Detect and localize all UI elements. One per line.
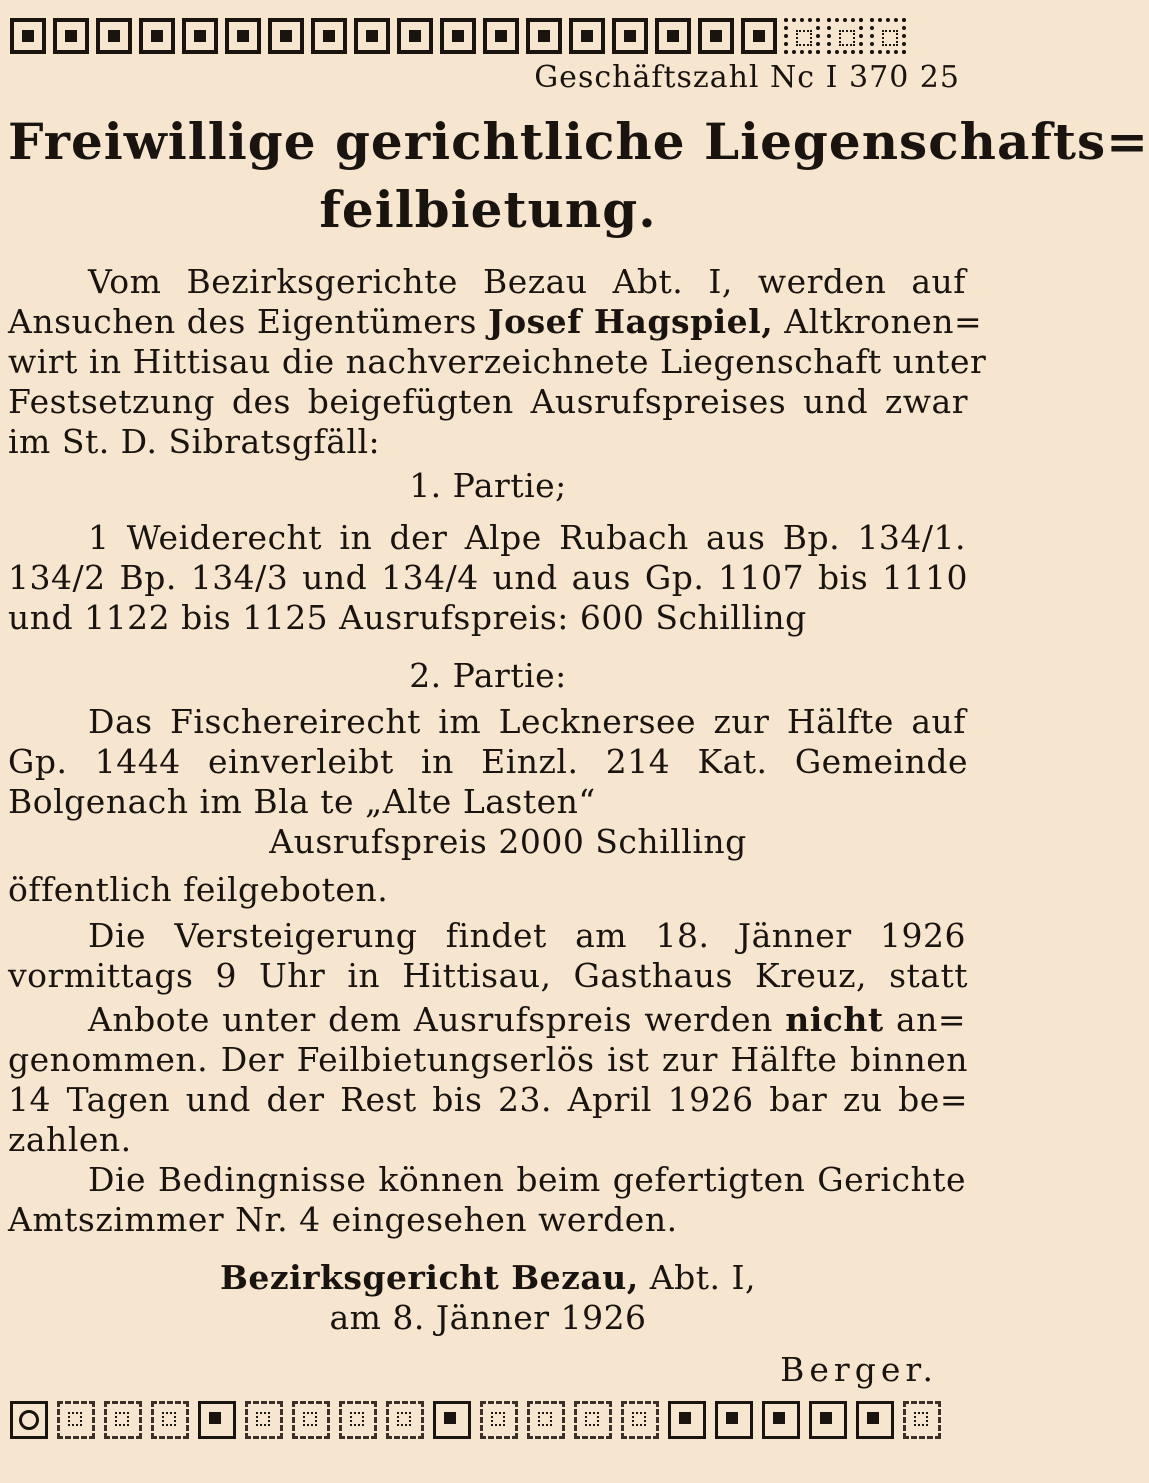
ornament-icon [151,1401,189,1439]
court-name: Bezirksgericht Bezau, [219,1258,639,1297]
ornament-icon [354,18,390,54]
conditions-line: Amtszimmer Nr. 4 eingesehen werden. [8,1200,678,1239]
ornament-icon [784,18,820,54]
ornament-icon [433,1401,471,1439]
ornament-icon [698,18,734,54]
ornament-icon [621,1401,659,1439]
ornament-icon [762,1401,800,1439]
partie-2-heading: 2. Partie: [409,656,567,695]
ornament-icon [292,1401,330,1439]
intro-line: wirt in Hittisau die nachverzeichnete Liegenschaft unter [8,342,987,381]
top-ornamental-border [10,14,970,58]
notice-title-line1: Freiwillige gerichtliche Liegenschafts= [8,112,1149,171]
ornament-icon [569,18,605,54]
court-name-line [8,1258,968,1298]
ornament-icon [225,18,261,54]
issue-date: am 8. Jänner 1926 [329,1298,647,1337]
ornament-icon [245,1401,283,1439]
ornament-icon [311,18,347,54]
intro-line: Festsetzung des beigefügten Ausrufspreises und zwar [8,382,968,421]
ornament-icon [268,18,304,54]
court-department: Abt. I, [649,1258,757,1297]
signature: Berger. [780,1350,938,1389]
ornament-icon [440,18,476,54]
intro-text: Altkronen= [784,302,983,341]
partie-1-line: und 1122 bis 1125 Ausrufspreis: 600 Schilling [8,598,807,637]
auction-line: vormittags 9 Uhr in Hittisau, Gasthaus Kreuz, statt [8,956,968,995]
ornament-icon [903,1401,941,1439]
ornament-icon [527,1401,565,1439]
ornament-icon [339,1401,377,1439]
ornament-icon [526,18,562,54]
partie-1-heading: 1. Partie; [409,466,567,505]
ornament-icon [53,18,89,54]
ornament-icon [655,18,691,54]
auction-line: 14 Tagen und der Rest bis 23. April 1926 bar zu be= [8,1080,968,1119]
ornament-icon [96,18,132,54]
ornament-icon [741,18,777,54]
owner-name: Josef Hagspiel, [487,302,774,341]
ornament-icon [668,1401,706,1439]
ornament-icon [10,1401,48,1439]
notice-title-line2: feilbietung. [319,180,657,239]
partie-2-line: Das Fischereirecht im Lecknersee zur Hälfte auf [88,702,966,741]
case-number: Geschäftszahl Nc I 370 25 [534,60,960,95]
auction-line: zahlen. [8,1120,132,1159]
intro-text: Ansuchen des Eigentümers [8,302,477,341]
partie-2-price: Ausrufspreis 2000 Schilling [269,822,747,861]
offered-line: öffentlich feilgeboten. [8,870,389,909]
ornament-icon [182,18,218,54]
ornament-icon [715,1401,753,1439]
ornament-icon [57,1401,95,1439]
ornament-icon [827,18,863,54]
partie-2-line: Gp. 1444 einverleibt in Einzl. 214 Kat. Gemeinde [8,742,968,781]
auction-text: an= [895,1000,967,1039]
auction-emphasis: nicht [785,1000,884,1039]
partie-1-line: 1 Weiderecht in der Alpe Rubach aus Bp. 134/1. [88,518,966,557]
auction-line: genommen. Der Feilbietungserlös ist zur Hälfte binnen [8,1040,968,1079]
intro-line: im St. D. Sibratsgfäll: [8,422,381,461]
ornament-icon [198,1401,236,1439]
ornament-icon [386,1401,424,1439]
ornament-icon [139,18,175,54]
auction-line: Die Versteigerung findet am 18. Jänner 1926 [88,916,966,955]
ornament-icon [870,18,906,54]
ornament-icon [10,18,46,54]
ornament-icon [480,1401,518,1439]
ornament-icon [809,1401,847,1439]
auction-text: Anbote unter dem Ausrufspreis werden [88,1000,773,1039]
partie-2-line: Bolgenach im Bla te „Alte Lasten“ [8,782,596,821]
auction-line-nicht [88,1000,966,1040]
ornament-icon [104,1401,142,1439]
conditions-line: Die Bedingnisse können beim gefertigten Gerichte [88,1160,966,1199]
bottom-ornamental-border [10,1398,970,1442]
ornament-icon [856,1401,894,1439]
intro-line-owner [8,302,983,342]
ornament-icon [483,18,519,54]
ornament-icon [574,1401,612,1439]
ornament-icon [397,18,433,54]
partie-1-line: 134/2 Bp. 134/3 und 134/4 und aus Gp. 1107 bis 1110 [8,558,968,597]
intro-line: Vom Bezirksgerichte Bezau Abt. I, werden auf [88,262,966,301]
ornament-icon [612,18,648,54]
